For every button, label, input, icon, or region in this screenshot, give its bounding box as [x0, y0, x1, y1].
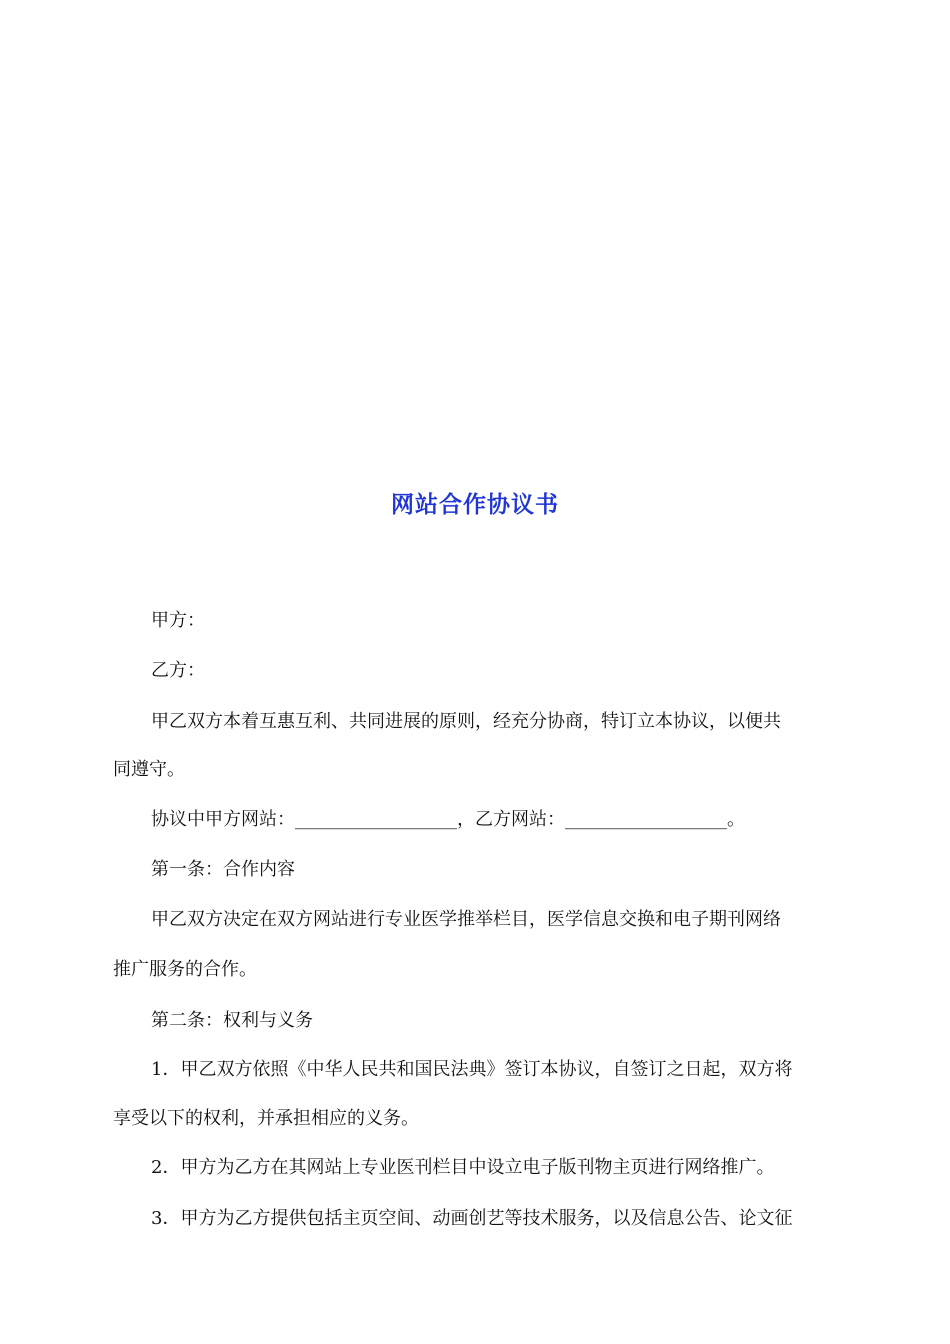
clause-1-line-1: 1．甲乙双方依照《中华人民共和国民法典》签订本协议，自签订之日起，双方将: [151, 1059, 793, 1080]
websites-line: 协议中甲方网站：__________________，乙方网站：__________________。: [151, 809, 745, 830]
party-b-line: 乙方：: [151, 660, 205, 681]
article-2-heading: 第二条：权利与义务: [151, 1010, 313, 1031]
article-1-text-line-1: 甲乙双方决定在双方网站进行专业医学推举栏目，医学信息交换和电子期刊网络: [151, 909, 781, 930]
preamble-line-2: 同遵守。: [113, 759, 185, 780]
article-1-heading: 第一条：合作内容: [151, 859, 295, 880]
clause-2-line: 2．甲方为乙方在其网站上专业医刊栏目中设立电子版刊物主页进行网络推广。: [151, 1157, 775, 1178]
clause-1-line-2: 享受以下的权利，并承担相应的义务。: [113, 1108, 419, 1129]
party-a-line: 甲方：: [151, 610, 205, 631]
preamble-line-1: 甲乙双方本着互惠互利、共同进展的原则，经充分协商，特订立本协议，以便共: [151, 711, 781, 732]
document-title: 网站合作协议书: [391, 492, 559, 518]
article-1-text-line-2: 推广服务的合作。: [113, 959, 257, 980]
clause-3-line-1: 3．甲方为乙方提供包括主页空间、动画创艺等技术服务，以及信息公告、论文征: [151, 1208, 793, 1229]
